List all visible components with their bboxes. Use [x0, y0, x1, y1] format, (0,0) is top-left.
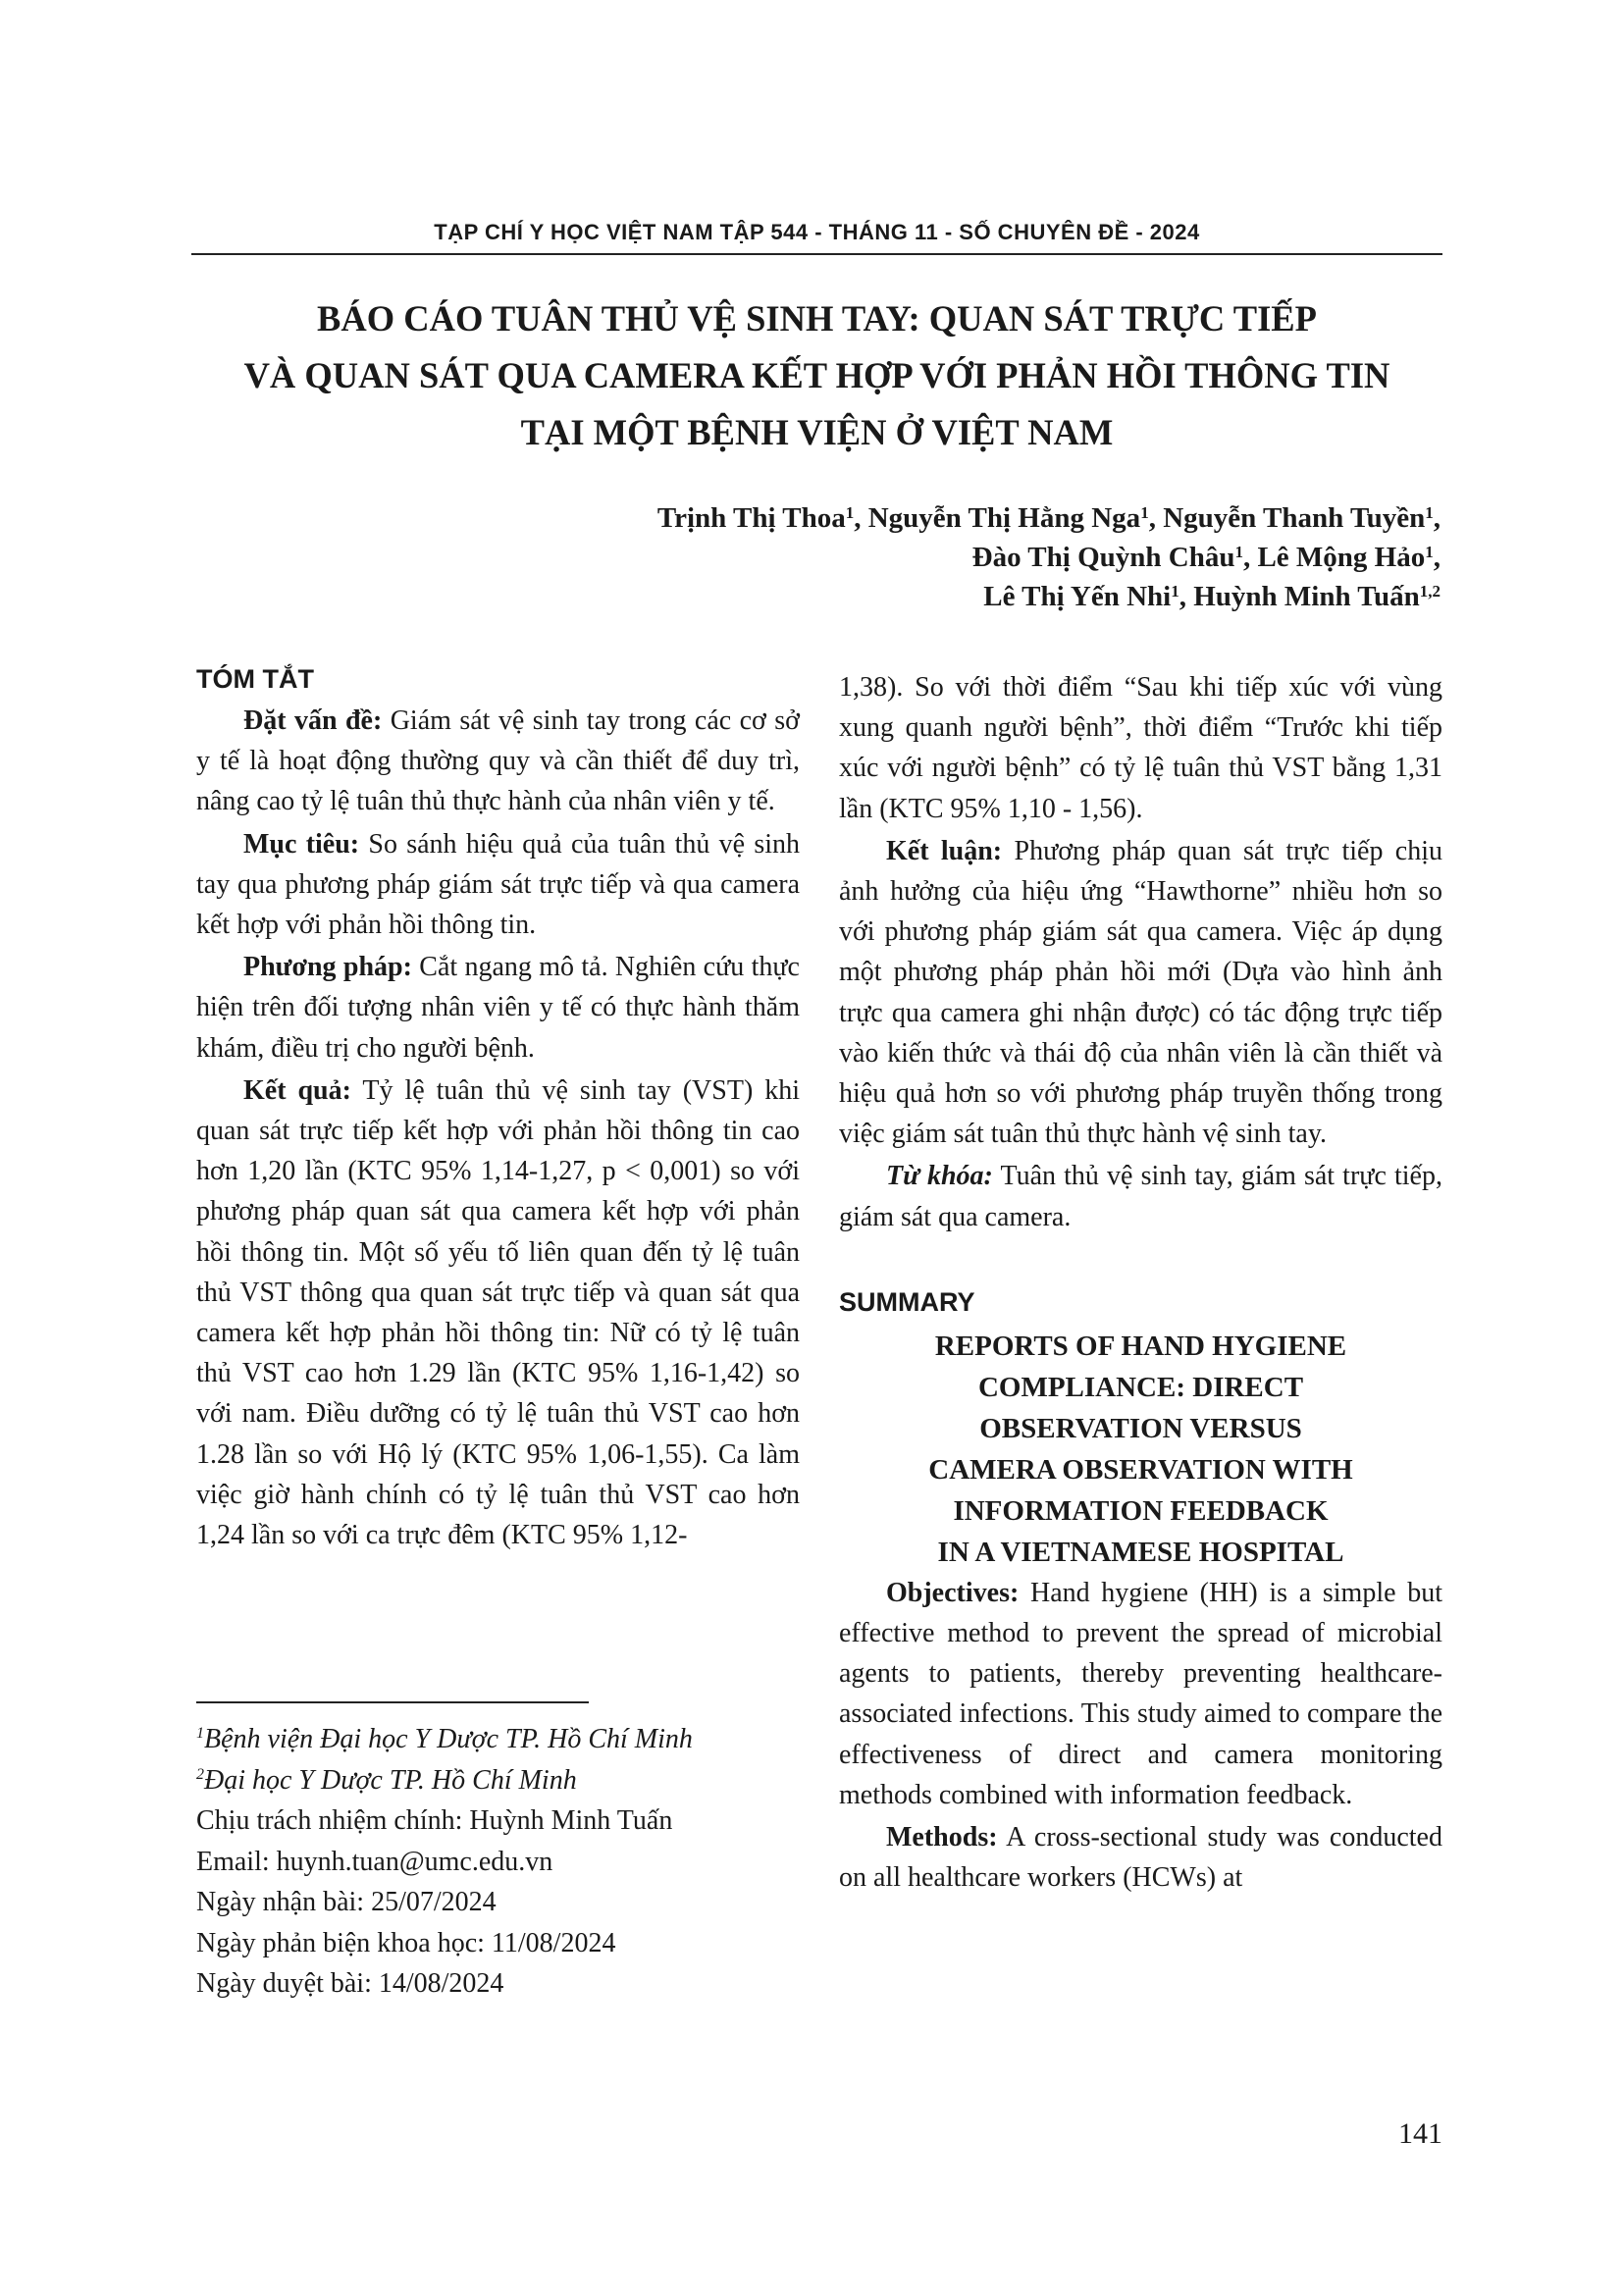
review-date: Ngày phản biện khoa học: 11/08/2024 [196, 1927, 616, 1958]
author-name: Huỳnh Minh Tuấn [1193, 581, 1420, 612]
summary-heading: SUMMARY [839, 1286, 975, 1317]
paragraph-text: Phương pháp quan sát trực tiếp chịu ảnh hưởng của hiệu ứng “Hawthorne” nhiều hơn so với phương pháp giám sát qua camera. Việc áp dụng một phương pháp phản hồi mới (Dựa vào hình ảnh trực qua camera ghi nhận được) có tác động trực tiếp vào kiến thức và thái độ của nhân viên là cần thiết và hiệu quả hơn so với phương pháp truyền thống trong việc giám sát tuân thủ thực hành vệ sinh tay. [839, 835, 1443, 1150]
affiliation-text: Bệnh viện Đại học Y Dược TP. Hồ Chí Minh [204, 1724, 693, 1754]
title-line: VÀ QUAN SÁT QUA CAMERA KẾT HỢP VỚI PHẢN HỒI THÔNG TIN [243, 355, 1390, 395]
objectives-paragraph [839, 1573, 1442, 1815]
results-paragraph [196, 1070, 800, 1555]
author-name: Lê Mộng Hảo [1257, 542, 1426, 573]
title-line: TẠI MỘT BỆNH VIỆN Ở VIỆT NAM [520, 412, 1114, 452]
affiliation-text: Đại học Y Dược TP. Hồ Chí Minh [204, 1764, 577, 1796]
affiliation-mark: 1 [196, 1725, 204, 1742]
author-name: Lê Thị Yến Nhi [983, 581, 1172, 612]
paragraph-label: Từ khóa: [886, 1161, 993, 1192]
affiliation-mark: 1 [845, 503, 855, 522]
author-name: Nguyễn Thị Hằng Nga [867, 502, 1141, 534]
journal-header: TẠP CHÍ Y HỌC VIỆT NAM TẬP 544 - THÁNG 11 - SỐ CHUYÊN ĐỀ - 2024 [434, 220, 1200, 244]
accepted-date: Ngày duyệt bài: 14/08/2024 [196, 1968, 504, 1999]
results-continued: 1,38). So với thời điểm “Sau khi tiếp xúc với vùng xung quanh người bệnh”, thời điểm “Trước khi tiếp xúc với người bệnh” có tỷ lệ tuân thủ VST bằng 1,31 lần (KTC 95% 1,10 - 1,56). [839, 672, 1442, 824]
affiliation-mark: 1,2 [1419, 582, 1441, 600]
summary-title-line: CAMERA OBSERVATION WITH [928, 1453, 1353, 1486]
paragraph-text: A cross-sectional study was conducted on all healthcare workers (HCWs) at [839, 1822, 1442, 1894]
paragraph-label: Phương pháp: [243, 952, 412, 983]
affiliation-mark: 2 [196, 1765, 204, 1783]
objective-paragraph [196, 824, 800, 946]
keywords-paragraph [839, 1156, 1442, 1236]
article-title [196, 290, 1438, 461]
affiliation-2 [196, 1760, 805, 1801]
paragraph-label: Đặt vấn đề: [243, 705, 383, 736]
summary-title-line: INFORMATION FEEDBACK [953, 1494, 1329, 1527]
paragraph-label: Kết quả: [243, 1074, 351, 1106]
paragraph-text: Cắt ngang mô tả. Nghiên cứu thực hiện trên đối tượng nhân viên y tế có thực hành thăm khám, điều trị cho người bệnh. [196, 952, 800, 1064]
received-date: Ngày nhận bài: 25/07/2024 [196, 1887, 497, 1917]
paragraph-text: Tuân thủ vệ sinh tay, giám sát trực tiếp, giám sát qua camera. [839, 1161, 1442, 1232]
author-line: Lê Thị Yến Nhi$^1$, Huỳnh Minh Tuấn$^{1,2}$ [983, 581, 1441, 612]
summary-title-line: REPORTS OF HAND HYGIENE [934, 1330, 1347, 1362]
paragraph-label: Methods: [886, 1822, 998, 1853]
paragraph-label: Mục tiêu: [243, 828, 360, 860]
paragraph-text: Tỷ lệ tuân thủ vệ sinh tay (VST) khi quan sát trực tiếp kết hợp với phản hồi thông tin cao hơn 1,20 lần (KTC 95% 1,14-1,27, p < 0,001) so với phương pháp quan sát qua camera kết hợp với phản hồi thông tin. Một số yếu tố liên quan đến tỷ lệ tuân thủ VST thông qua quan sát trực tiếp và quan sát qua camera kết hợp phản hồi thông tin: Nữ có tỷ lệ tuân thủ VST cao hơn 1.29 lần (KTC 95% 1,16-1,42) so với nam. Điều dưỡng có tỷ lệ tuân thủ VST cao hơn 1.28 lần so với Hộ lý (KTC 95% 1,06-1,55). Ca làm việc giờ hành chính có tỷ lệ tuân thủ VST cao hơn 1,24 lần so với ca trực đêm (KTC 95% 1,12- [196, 1074, 801, 1551]
author-line: Đào Thị Quỳnh Châu$^1$, Lê Mộng Hảo$^1$, [971, 542, 1441, 573]
paragraph-label: Kết luận: [886, 835, 1003, 866]
paragraph-text: So sánh hiệu quả của tuân thủ vệ sinh tay qua phương pháp giám sát trực tiếp và qua camera kết hợp với phản hồi thông tin. [196, 828, 800, 941]
summary-title [839, 1326, 1442, 1573]
left-column [196, 659, 800, 1557]
affiliation-1 [196, 1719, 805, 1760]
abstract-heading: TÓM TẮT [196, 664, 314, 694]
methods-paragraph [196, 947, 800, 1069]
author-list [657, 498, 1441, 616]
page-number: 141 [1398, 2117, 1442, 2150]
summary-title-line: OBSERVATION VERSUS [979, 1412, 1302, 1444]
background-paragraph [196, 701, 800, 822]
summary-title-line: IN A VIETNAMESE HOSPITAL [937, 1536, 1344, 1568]
affiliation-mark: 1 [1171, 582, 1179, 600]
corresponding-author: Chịu trách nhiệm chính: Huỳnh Minh Tuấn [196, 1805, 673, 1836]
author-line: Trịnh Thị Thoa$^1$, Nguyễn Thị Hằng Nga$^1$, Nguyễn Thanh Tuyền$^1$, [656, 502, 1441, 534]
email: Email: huynh.tuan@umc.edu.vn [196, 1846, 553, 1877]
header-rule [191, 253, 1442, 255]
paragraph-text: Hand hygiene (HH) is a simple but effective method to prevent the spread of microbial agents to patients, thereby preventing healthcare-associated infections. This study aimed to compare the effectiveness of direct and camera monitoring methods combined with information feedback. [839, 1577, 1442, 1810]
author-name: Đào Thị Quỳnh Châu [971, 542, 1235, 573]
paragraph-text: Giám sát vệ sinh tay trong các cơ sở y tế là hoạt động thường quy và cần thiết để duy trì, nâng cao tỷ lệ tuân thủ thực hành của nhân viên y tế. [196, 705, 800, 817]
conclusion-paragraph [839, 831, 1442, 1155]
summary-title-line: COMPLIANCE: DIRECT [977, 1371, 1304, 1403]
affiliation-mark: 1 [1425, 503, 1434, 522]
footnotes [196, 1719, 805, 2005]
paragraph-label: Objectives: [886, 1577, 1020, 1608]
author-name: Trịnh Thị Thoa [656, 502, 846, 534]
affiliation-mark: 1 [1234, 543, 1243, 561]
author-name: Nguyễn Thanh Tuyền [1163, 502, 1426, 534]
methods-en-paragraph [839, 1817, 1442, 1898]
right-column [839, 667, 1442, 1900]
affiliation-mark: 1 [1140, 503, 1149, 522]
affiliation-mark: 1 [1425, 543, 1434, 561]
title-line: BÁO CÁO TUÂN THỦ VỆ SINH TAY: QUAN SÁT TRỰC TIẾP [317, 298, 1317, 339]
footnote-rule [196, 1701, 589, 1703]
